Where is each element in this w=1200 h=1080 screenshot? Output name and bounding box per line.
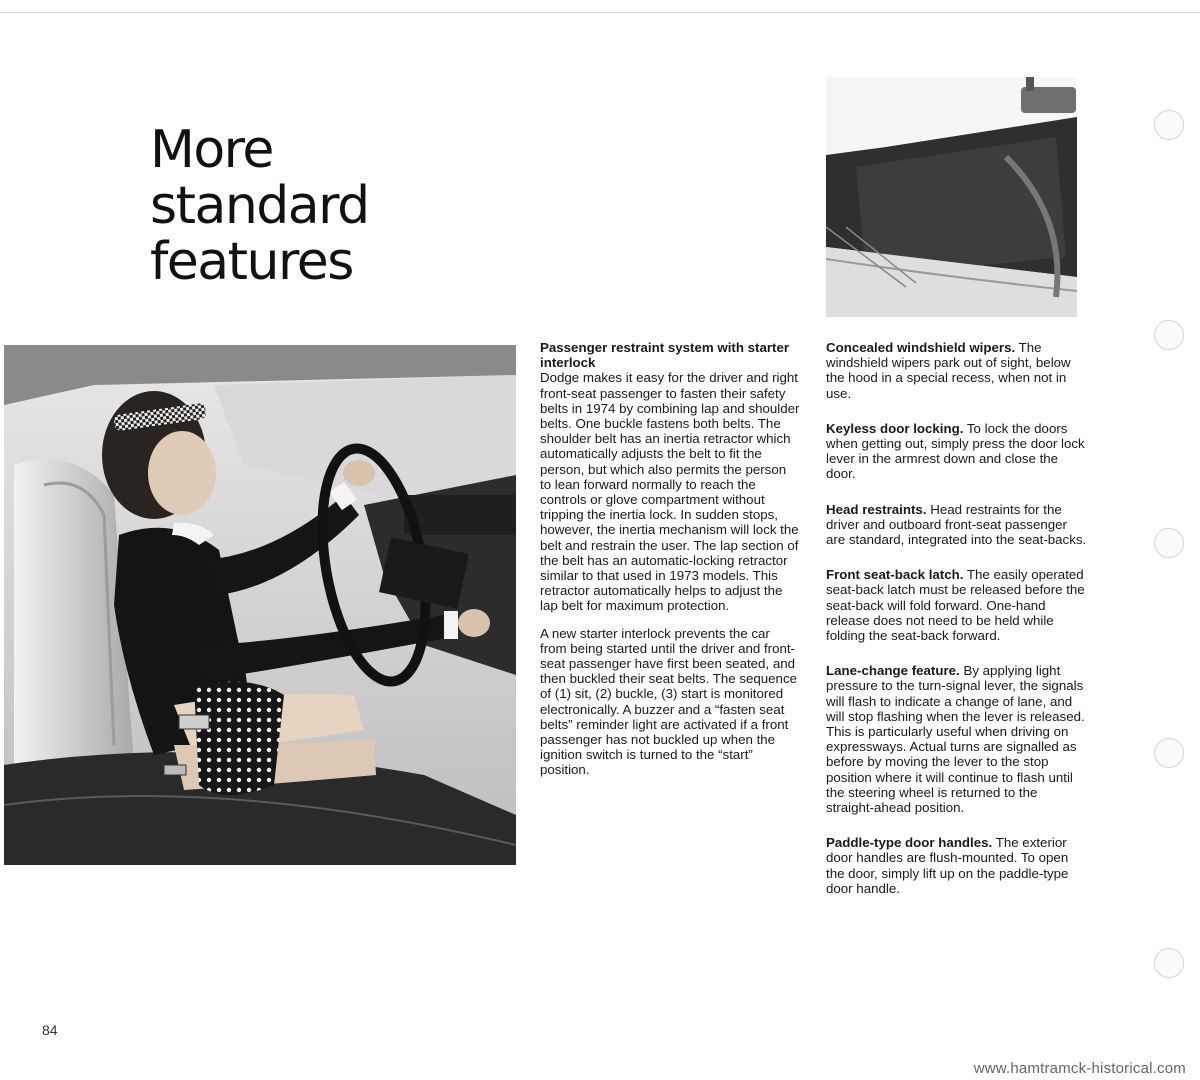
feature-heading: Keyless door locking. bbox=[826, 420, 964, 436]
binder-hole bbox=[1154, 528, 1184, 558]
feature-heading: Head restraints. bbox=[826, 501, 927, 517]
binder-hole bbox=[1154, 320, 1184, 350]
feature-text: By applying light pressure to the turn-signal lever, the signals will flash to indicate a change of lane, and will stop flashing when the lever is released. This is particularly useful when driving on expressways. Actual turns are signalled as before by moving the lever to the stop position where it will continue to flash until the steering wheel is returned to the straight-ahead position. bbox=[826, 663, 1085, 816]
windshield-photo bbox=[826, 77, 1077, 317]
feature-heading: Concealed windshield wipers. bbox=[826, 340, 1016, 355]
feature-text: The exterior door handles are flush-mounted. To open the door, simply lift up on the paddle-type door handle. bbox=[826, 835, 1069, 896]
windshield-photo-art bbox=[826, 77, 1077, 317]
interior-photo bbox=[4, 345, 516, 865]
feature-concealed-wipers bbox=[826, 340, 1088, 401]
title-line-2: standard bbox=[150, 176, 369, 236]
interior-photo-art bbox=[4, 345, 516, 865]
binder-hole bbox=[1154, 110, 1184, 140]
feature-text: The windshield wipers park out of sight, below the hood in a special recess, when not in use. bbox=[826, 340, 1071, 401]
binder-hole bbox=[1154, 948, 1184, 978]
page-number: 84 bbox=[42, 1022, 58, 1038]
feature-heading: Lane-change feature. bbox=[826, 663, 960, 679]
passenger-restraint-paragraph-1: Dodge makes it easy for the driver and right front-seat passenger to fasten their safety belts in 1974 by combining lap and shoulder belts. One buckle fastens both belts. The shoulder belt has an inertia retractor which automatically adjusts the belt to fit the person, but which also permits the person to lean forward normally to reach the controls or glove compartment without tripping the inertia lock. In sudden stops, however, the inertia mechanism will lock the belt and restrain the user. The lap section of the belt has an automatic-locking retractor similar to that used in 1973 models. This retractor automatically helps to adjust the lap belt for maximum protection. bbox=[540, 370, 800, 614]
feature-head-restraints bbox=[826, 502, 1088, 548]
watermark: www.hamtramck-historical.com bbox=[973, 1060, 1186, 1077]
feature-paddle-handles bbox=[826, 835, 1088, 896]
passenger-restraint-paragraph-2: A new starter interlock prevents the car from being started until the driver and front-seat passenger have first been seated, and then buckled their seat belts. The sequence of (1) sit, (2) buckle, (3) start is monitored electronically. A buzzer and a “fasten seat belts” reminder light are activated if a front passenger has not buckled up when the ignition switch is turned to the “start” position. bbox=[540, 625, 797, 778]
title-line-3: features bbox=[150, 232, 353, 292]
feature-heading: Paddle-type door handles. bbox=[826, 835, 993, 851]
passenger-restraint-heading: Passenger restraint system with starter interlock bbox=[540, 340, 790, 371]
top-rule bbox=[0, 12, 1200, 13]
features-column bbox=[826, 340, 1088, 896]
feature-text: Head restraints for the driver and outboard front-seat passenger are standard, integrated into the seat-backs. bbox=[826, 501, 1087, 548]
binder-hole bbox=[1154, 738, 1184, 768]
page-title bbox=[150, 122, 510, 290]
feature-text: The easily operated seat-back latch must be released before the seat-back will fold forward. One-hand release does not need to be held while folding the seat-back forward. bbox=[826, 567, 1085, 644]
feature-seat-back-latch bbox=[826, 567, 1088, 643]
feature-text: To lock the doors when getting out, simply press the door lock lever in the armrest down and close the door. bbox=[826, 420, 1085, 482]
feature-keyless-locking bbox=[826, 421, 1088, 482]
title-line-1: More bbox=[150, 120, 273, 180]
passenger-restraint-section bbox=[540, 340, 800, 778]
feature-lane-change bbox=[826, 663, 1088, 815]
feature-heading: Front seat-back latch. bbox=[826, 567, 964, 583]
